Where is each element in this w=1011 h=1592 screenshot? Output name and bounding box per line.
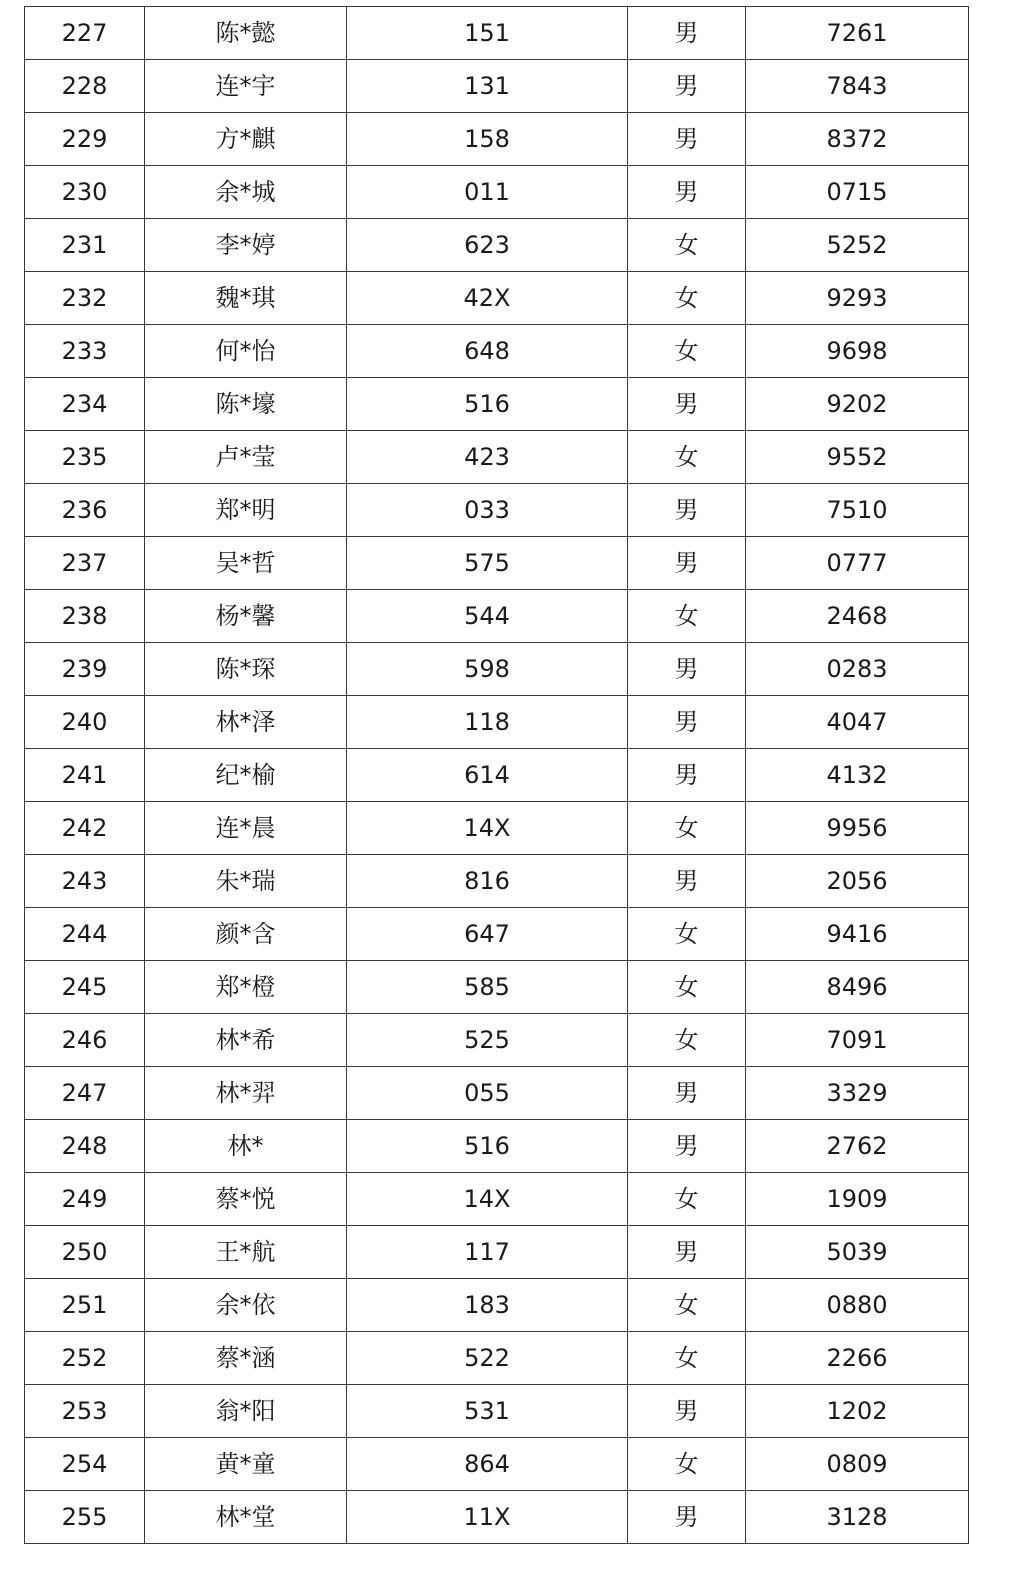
table-row bbox=[25, 219, 969, 272]
table-row bbox=[25, 113, 969, 166]
id-fragment-cell: 151 bbox=[347, 7, 628, 60]
phone-tail-cell: 1909 bbox=[746, 1173, 969, 1226]
gender-cell: 女 bbox=[628, 961, 746, 1014]
gender-cell: 女 bbox=[628, 325, 746, 378]
row-number-cell: 248 bbox=[25, 1120, 145, 1173]
row-number-cell: 249 bbox=[25, 1173, 145, 1226]
name-cell: 纪*榆 bbox=[145, 749, 347, 802]
phone-tail-cell: 9202 bbox=[746, 378, 969, 431]
gender-cell: 女 bbox=[628, 431, 746, 484]
name-cell: 陈*懿 bbox=[145, 7, 347, 60]
table-row bbox=[25, 1385, 969, 1438]
roster-table bbox=[24, 6, 969, 1544]
table-row bbox=[25, 1014, 969, 1067]
row-number-cell: 240 bbox=[25, 696, 145, 749]
name-cell: 蔡*悦 bbox=[145, 1173, 347, 1226]
id-fragment-cell: 516 bbox=[347, 378, 628, 431]
row-number-cell: 232 bbox=[25, 272, 145, 325]
name-cell: 王*航 bbox=[145, 1226, 347, 1279]
row-number-cell: 255 bbox=[25, 1491, 145, 1544]
name-cell: 卢*莹 bbox=[145, 431, 347, 484]
name-cell: 郑*橙 bbox=[145, 961, 347, 1014]
table-row bbox=[25, 1332, 969, 1385]
table-row bbox=[25, 908, 969, 961]
row-number-cell: 236 bbox=[25, 484, 145, 537]
row-number-cell: 241 bbox=[25, 749, 145, 802]
phone-tail-cell: 9698 bbox=[746, 325, 969, 378]
table-row bbox=[25, 1067, 969, 1120]
row-number-cell: 239 bbox=[25, 643, 145, 696]
gender-cell: 男 bbox=[628, 60, 746, 113]
row-number-cell: 247 bbox=[25, 1067, 145, 1120]
row-number-cell: 231 bbox=[25, 219, 145, 272]
phone-tail-cell: 3329 bbox=[746, 1067, 969, 1120]
table-row bbox=[25, 802, 969, 855]
gender-cell: 女 bbox=[628, 1279, 746, 1332]
phone-tail-cell: 2468 bbox=[746, 590, 969, 643]
phone-tail-cell: 7261 bbox=[746, 7, 969, 60]
name-cell: 方*麒 bbox=[145, 113, 347, 166]
name-cell: 何*怡 bbox=[145, 325, 347, 378]
id-fragment-cell: 522 bbox=[347, 1332, 628, 1385]
row-number-cell: 243 bbox=[25, 855, 145, 908]
table-row bbox=[25, 431, 969, 484]
name-cell: 蔡*涵 bbox=[145, 1332, 347, 1385]
id-fragment-cell: 516 bbox=[347, 1120, 628, 1173]
gender-cell: 男 bbox=[628, 1491, 746, 1544]
phone-tail-cell: 8372 bbox=[746, 113, 969, 166]
name-cell: 黄*童 bbox=[145, 1438, 347, 1491]
gender-cell: 男 bbox=[628, 7, 746, 60]
table-row bbox=[25, 643, 969, 696]
name-cell: 吴*哲 bbox=[145, 537, 347, 590]
row-number-cell: 229 bbox=[25, 113, 145, 166]
table-row bbox=[25, 1226, 969, 1279]
name-cell: 杨*馨 bbox=[145, 590, 347, 643]
row-number-cell: 245 bbox=[25, 961, 145, 1014]
name-cell: 林*希 bbox=[145, 1014, 347, 1067]
id-fragment-cell: 033 bbox=[347, 484, 628, 537]
phone-tail-cell: 0777 bbox=[746, 537, 969, 590]
id-fragment-cell: 183 bbox=[347, 1279, 628, 1332]
table-row bbox=[25, 60, 969, 113]
roster-table-body bbox=[25, 7, 969, 1544]
table-row bbox=[25, 1279, 969, 1332]
row-number-cell: 251 bbox=[25, 1279, 145, 1332]
id-fragment-cell: 614 bbox=[347, 749, 628, 802]
id-fragment-cell: 11X bbox=[347, 1491, 628, 1544]
gender-cell: 男 bbox=[628, 643, 746, 696]
id-fragment-cell: 117 bbox=[347, 1226, 628, 1279]
phone-tail-cell: 1202 bbox=[746, 1385, 969, 1438]
phone-tail-cell: 9956 bbox=[746, 802, 969, 855]
phone-tail-cell: 0283 bbox=[746, 643, 969, 696]
gender-cell: 男 bbox=[628, 696, 746, 749]
name-cell: 陈*琛 bbox=[145, 643, 347, 696]
id-fragment-cell: 14X bbox=[347, 802, 628, 855]
phone-tail-cell: 9552 bbox=[746, 431, 969, 484]
gender-cell: 男 bbox=[628, 537, 746, 590]
gender-cell: 男 bbox=[628, 378, 746, 431]
row-number-cell: 250 bbox=[25, 1226, 145, 1279]
table-row bbox=[25, 590, 969, 643]
table-row bbox=[25, 1173, 969, 1226]
phone-tail-cell: 4132 bbox=[746, 749, 969, 802]
gender-cell: 男 bbox=[628, 484, 746, 537]
gender-cell: 女 bbox=[628, 590, 746, 643]
name-cell: 郑*明 bbox=[145, 484, 347, 537]
id-fragment-cell: 055 bbox=[347, 1067, 628, 1120]
gender-cell: 男 bbox=[628, 113, 746, 166]
gender-cell: 女 bbox=[628, 908, 746, 961]
row-number-cell: 227 bbox=[25, 7, 145, 60]
table-row bbox=[25, 166, 969, 219]
gender-cell: 女 bbox=[628, 1438, 746, 1491]
row-number-cell: 242 bbox=[25, 802, 145, 855]
name-cell: 林*泽 bbox=[145, 696, 347, 749]
phone-tail-cell: 0880 bbox=[746, 1279, 969, 1332]
gender-cell: 女 bbox=[628, 1014, 746, 1067]
id-fragment-cell: 544 bbox=[347, 590, 628, 643]
name-cell: 余*依 bbox=[145, 1279, 347, 1332]
table-row bbox=[25, 749, 969, 802]
table-row bbox=[25, 325, 969, 378]
id-fragment-cell: 647 bbox=[347, 908, 628, 961]
phone-tail-cell: 4047 bbox=[746, 696, 969, 749]
row-number-cell: 244 bbox=[25, 908, 145, 961]
table-row bbox=[25, 378, 969, 431]
phone-tail-cell: 2056 bbox=[746, 855, 969, 908]
row-number-cell: 252 bbox=[25, 1332, 145, 1385]
name-cell: 林* bbox=[145, 1120, 347, 1173]
id-fragment-cell: 816 bbox=[347, 855, 628, 908]
phone-tail-cell: 7091 bbox=[746, 1014, 969, 1067]
gender-cell: 男 bbox=[628, 1067, 746, 1120]
name-cell: 颜*含 bbox=[145, 908, 347, 961]
row-number-cell: 233 bbox=[25, 325, 145, 378]
row-number-cell: 254 bbox=[25, 1438, 145, 1491]
id-fragment-cell: 131 bbox=[347, 60, 628, 113]
id-fragment-cell: 864 bbox=[347, 1438, 628, 1491]
id-fragment-cell: 598 bbox=[347, 643, 628, 696]
roster-table-container bbox=[24, 6, 968, 1544]
name-cell: 陈*壕 bbox=[145, 378, 347, 431]
gender-cell: 女 bbox=[628, 1332, 746, 1385]
phone-tail-cell: 8496 bbox=[746, 961, 969, 1014]
id-fragment-cell: 525 bbox=[347, 1014, 628, 1067]
phone-tail-cell: 9416 bbox=[746, 908, 969, 961]
gender-cell: 女 bbox=[628, 1173, 746, 1226]
table-row bbox=[25, 1491, 969, 1544]
id-fragment-cell: 648 bbox=[347, 325, 628, 378]
id-fragment-cell: 531 bbox=[347, 1385, 628, 1438]
name-cell: 翁*阳 bbox=[145, 1385, 347, 1438]
phone-tail-cell: 2762 bbox=[746, 1120, 969, 1173]
phone-tail-cell: 5252 bbox=[746, 219, 969, 272]
phone-tail-cell: 3128 bbox=[746, 1491, 969, 1544]
row-number-cell: 235 bbox=[25, 431, 145, 484]
gender-cell: 男 bbox=[628, 1226, 746, 1279]
table-row bbox=[25, 7, 969, 60]
phone-tail-cell: 2266 bbox=[746, 1332, 969, 1385]
id-fragment-cell: 14X bbox=[347, 1173, 628, 1226]
id-fragment-cell: 011 bbox=[347, 166, 628, 219]
gender-cell: 男 bbox=[628, 1385, 746, 1438]
id-fragment-cell: 158 bbox=[347, 113, 628, 166]
phone-tail-cell: 0715 bbox=[746, 166, 969, 219]
name-cell: 连*宇 bbox=[145, 60, 347, 113]
gender-cell: 女 bbox=[628, 802, 746, 855]
gender-cell: 女 bbox=[628, 219, 746, 272]
row-number-cell: 253 bbox=[25, 1385, 145, 1438]
table-row bbox=[25, 484, 969, 537]
phone-tail-cell: 9293 bbox=[746, 272, 969, 325]
row-number-cell: 246 bbox=[25, 1014, 145, 1067]
phone-tail-cell: 7510 bbox=[746, 484, 969, 537]
name-cell: 林*堂 bbox=[145, 1491, 347, 1544]
gender-cell: 男 bbox=[628, 166, 746, 219]
id-fragment-cell: 423 bbox=[347, 431, 628, 484]
row-number-cell: 238 bbox=[25, 590, 145, 643]
phone-tail-cell: 0809 bbox=[746, 1438, 969, 1491]
table-row bbox=[25, 1438, 969, 1491]
table-row bbox=[25, 537, 969, 590]
row-number-cell: 228 bbox=[25, 60, 145, 113]
phone-tail-cell: 7843 bbox=[746, 60, 969, 113]
gender-cell: 男 bbox=[628, 855, 746, 908]
table-row bbox=[25, 696, 969, 749]
name-cell: 余*城 bbox=[145, 166, 347, 219]
name-cell: 朱*瑞 bbox=[145, 855, 347, 908]
name-cell: 林*羿 bbox=[145, 1067, 347, 1120]
name-cell: 魏*琪 bbox=[145, 272, 347, 325]
gender-cell: 女 bbox=[628, 272, 746, 325]
table-row bbox=[25, 961, 969, 1014]
row-number-cell: 234 bbox=[25, 378, 145, 431]
gender-cell: 男 bbox=[628, 749, 746, 802]
name-cell: 李*婷 bbox=[145, 219, 347, 272]
id-fragment-cell: 42X bbox=[347, 272, 628, 325]
phone-tail-cell: 5039 bbox=[746, 1226, 969, 1279]
row-number-cell: 237 bbox=[25, 537, 145, 590]
row-number-cell: 230 bbox=[25, 166, 145, 219]
id-fragment-cell: 585 bbox=[347, 961, 628, 1014]
table-row bbox=[25, 272, 969, 325]
table-row bbox=[25, 1120, 969, 1173]
table-row bbox=[25, 855, 969, 908]
name-cell: 连*晨 bbox=[145, 802, 347, 855]
id-fragment-cell: 623 bbox=[347, 219, 628, 272]
gender-cell: 男 bbox=[628, 1120, 746, 1173]
id-fragment-cell: 575 bbox=[347, 537, 628, 590]
id-fragment-cell: 118 bbox=[347, 696, 628, 749]
